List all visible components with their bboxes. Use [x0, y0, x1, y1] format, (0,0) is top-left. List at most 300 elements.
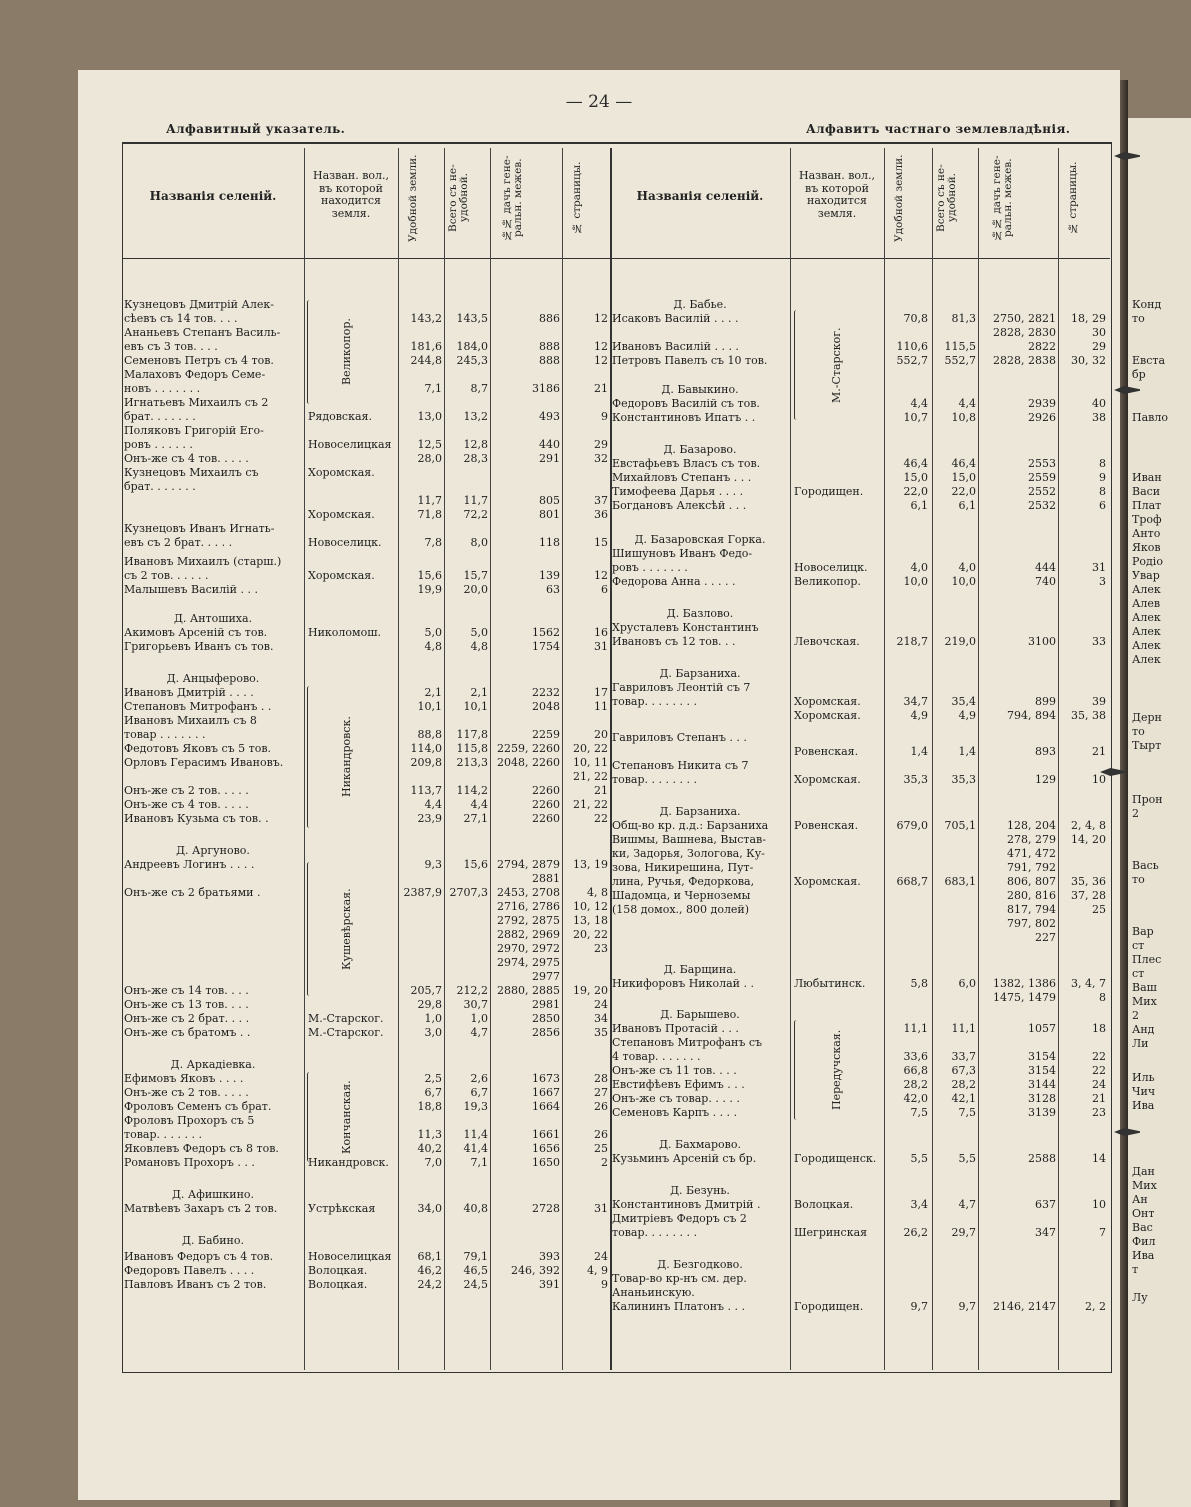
- dachi-cell: 806, 807: [1007, 875, 1056, 888]
- owner-name: Кузнецовъ Иванъ Игнать-: [124, 522, 275, 535]
- owner-name: съ 2 тов. . . . . .: [124, 569, 209, 582]
- dachi-cell: 3100: [1028, 635, 1056, 648]
- total-land-cell: 10,1: [463, 700, 488, 713]
- total-land-cell: 5,5: [958, 1152, 976, 1165]
- total-land-cell: 117,8: [456, 728, 488, 741]
- next-page-fragment: Родіо: [1132, 555, 1163, 568]
- total-land-cell: 184,0: [456, 340, 488, 353]
- volost-cell: Волоцкая.: [308, 1264, 368, 1277]
- page-cell: 18, 29: [1071, 312, 1106, 325]
- page-cell: 24: [594, 1250, 608, 1263]
- good-land-cell: 46,4: [903, 457, 928, 470]
- col-header-volost: Назван. вол., въ которой находится земля.: [312, 169, 390, 220]
- page-cell: 37, 28: [1071, 889, 1106, 902]
- owner-name: Фроловъ Семенъ съ брат.: [124, 1100, 272, 1113]
- dachi-cell: 1661: [532, 1128, 560, 1141]
- good-land-cell: 3,4: [910, 1198, 928, 1211]
- volost-cell: Никандровск.: [308, 1156, 389, 1169]
- village-heading: Д. Базлово.: [666, 607, 734, 620]
- page-cell: 24: [594, 998, 608, 1011]
- page-cell: 21: [1092, 745, 1106, 758]
- owner-name: товар. . . . . . . .: [612, 695, 697, 708]
- good-land-cell: 668,7: [896, 875, 928, 888]
- volost-cell: Ровенская.: [794, 819, 859, 832]
- total-land-cell: 4,7: [958, 1198, 976, 1211]
- dachi-cell: 3139: [1028, 1106, 1056, 1119]
- total-land-cell: 29,7: [951, 1226, 976, 1239]
- volost-cell: Великопор.: [794, 575, 861, 588]
- owner-name: Гавриловъ Степанъ . . .: [612, 731, 747, 744]
- owner-name: Онъ-же съ товар. . . . .: [612, 1092, 740, 1105]
- dachi-cell: 893: [1035, 745, 1056, 758]
- dachi-cell: 2882, 2969: [497, 928, 560, 941]
- good-land-cell: 15,0: [903, 471, 928, 484]
- next-page-strip: [1128, 118, 1191, 1507]
- volost-cell: Городищен.: [794, 1300, 864, 1313]
- next-page-fragment: Алек: [1132, 583, 1161, 596]
- owner-name: 4 товар. . . . . . .: [612, 1050, 701, 1063]
- owner-name: Ивановъ Федоръ съ 4 тов.: [124, 1250, 274, 1263]
- owner-name: Малышевъ Василій . . .: [124, 583, 258, 596]
- village-heading: Д. Базарово.: [663, 443, 737, 456]
- page-cell: 11: [594, 700, 608, 713]
- page-cell: 7: [1099, 1226, 1106, 1239]
- owner-name: Федорова Анна . . . . .: [612, 575, 736, 588]
- page-cell: 23: [1092, 1106, 1106, 1119]
- good-land-cell: 10,7: [903, 411, 928, 424]
- owner-name: Федоровъ Василій съ тов.: [612, 397, 760, 410]
- owner-name: сѣевъ съ 14 тов. . . .: [124, 312, 238, 325]
- good-land-cell: 1,4: [910, 745, 928, 758]
- page-cell: 13, 18: [573, 914, 608, 927]
- volost-cell: Волоцкая.: [308, 1278, 368, 1291]
- good-land-cell: 7,1: [424, 382, 442, 395]
- next-page-fragment: Мих: [1132, 1179, 1157, 1192]
- dachi-cell: 2970, 2972: [497, 942, 560, 955]
- owner-name: Хрусталевъ Константинъ: [612, 621, 759, 634]
- good-land-cell: 4,9: [910, 709, 928, 722]
- page-cell: 30, 32: [1071, 354, 1106, 367]
- total-land-cell: 28,3: [463, 452, 488, 465]
- good-land-cell: 9,3: [424, 858, 442, 871]
- vertical-volost-label: Кончанская.: [340, 1080, 353, 1154]
- col-header-dachi-right: №№ дачъ гене- ральн. межев.: [991, 155, 1015, 241]
- total-land-cell: 4,7: [470, 1026, 488, 1039]
- owner-name: Богдановъ Алексѣй . . .: [612, 499, 747, 512]
- owner-name: Онъ-же съ 13 тов. . . .: [124, 998, 249, 1011]
- page-cell: 8: [1099, 991, 1106, 1004]
- dachi-cell: 794, 894: [1007, 709, 1056, 722]
- vertical-volost-label: Кушевѣрская.: [340, 888, 353, 970]
- total-land-cell: 7,5: [958, 1106, 976, 1119]
- good-land-cell: 68,1: [417, 1250, 442, 1263]
- page-cell: 24: [1092, 1078, 1106, 1091]
- dachi-cell: 2828, 2830: [993, 326, 1056, 339]
- village-heading: Д. Аркадіевка.: [170, 1058, 256, 1071]
- good-land-cell: 23,9: [417, 812, 442, 825]
- dachi-cell: 817, 794: [1007, 903, 1056, 916]
- vertical-volost-label: М.-Старског.: [830, 327, 843, 403]
- header-divider: [122, 258, 1110, 259]
- dachi-cell: 2822: [1028, 340, 1056, 353]
- col-rule: [304, 148, 305, 1370]
- volost-cell: Рядовская.: [308, 410, 372, 423]
- next-page-fragment: Троф: [1132, 513, 1162, 526]
- total-land-cell: 13,2: [463, 410, 488, 423]
- page-cell: 28: [594, 1072, 608, 1085]
- next-page-fragment: Алек: [1132, 639, 1161, 652]
- next-page-fragment: Ива: [1132, 1249, 1155, 1262]
- col-header-names: Названія селеній.: [149, 189, 277, 203]
- owner-name: Степановъ Митрофанъ съ: [612, 1036, 763, 1049]
- dachi-cell: 440: [539, 438, 560, 451]
- owner-name: Ивановъ Кузьма съ тов. .: [124, 812, 269, 825]
- owner-name: новъ . . . . . . .: [124, 382, 201, 395]
- page-cell: 23: [594, 942, 608, 955]
- owner-name: Михайловъ Степанъ . . .: [612, 471, 752, 484]
- owner-name: Ананьинскую.: [612, 1286, 695, 1299]
- dachi-cell: 2048, 2260: [497, 756, 560, 769]
- page-cell: 35: [594, 1026, 608, 1039]
- total-land-cell: 2707,3: [449, 886, 488, 899]
- total-land-cell: 143,5: [456, 312, 488, 325]
- page-cell: 21, 22: [573, 798, 608, 811]
- total-land-cell: 30,7: [463, 998, 488, 1011]
- dachi-cell: 1673: [532, 1072, 560, 1085]
- total-land-cell: 6,7: [470, 1086, 488, 1099]
- owner-name: брат. . . . . . .: [124, 410, 196, 423]
- good-land-cell: 7,5: [910, 1106, 928, 1119]
- next-page-fragment: Дан: [1132, 1165, 1155, 1178]
- total-land-cell: 4,4: [470, 798, 488, 811]
- page-cell: 20, 22: [573, 928, 608, 941]
- total-land-cell: 11,7: [463, 494, 488, 507]
- good-land-cell: 10,1: [417, 700, 442, 713]
- total-land-cell: 15,7: [463, 569, 488, 582]
- page-cell: 12: [594, 312, 608, 325]
- volost-cell: Левочская.: [794, 635, 860, 648]
- next-page-fragment: 2: [1132, 807, 1139, 820]
- header-right: Алфавитъ частнаго землевладѣнія.: [806, 122, 1071, 136]
- dachi-cell: 2553: [1028, 457, 1056, 470]
- page-cell: 10, 11: [573, 756, 608, 769]
- good-land-cell: 4,4: [910, 397, 928, 410]
- dachi-cell: 1057: [1028, 1022, 1056, 1035]
- next-page-fragment: то: [1132, 725, 1145, 738]
- next-page-fragment: ст: [1132, 967, 1145, 980]
- dachi-cell: 444: [1035, 561, 1056, 574]
- page-cell: 3, 4, 7: [1071, 977, 1106, 990]
- total-land-cell: 114,2: [456, 784, 488, 797]
- total-land-cell: 10,8: [951, 411, 976, 424]
- good-land-cell: 11,7: [417, 494, 442, 507]
- page-cell: 20: [594, 728, 608, 741]
- owner-name: товар. . . . . . . .: [612, 1226, 697, 1239]
- header-left: Алфавитный указатель.: [166, 122, 346, 136]
- owner-name: Исаковъ Василій . . . .: [612, 312, 739, 325]
- owner-name: ровъ . . . . . .: [124, 438, 193, 451]
- dachi-cell: 888: [539, 354, 560, 367]
- owner-name: Никифоровъ Николай . .: [612, 977, 755, 990]
- total-land-cell: 4,0: [958, 561, 976, 574]
- dachi-cell: 1382, 1386: [993, 977, 1056, 990]
- dachi-cell: 2716, 2786: [497, 900, 560, 913]
- dachi-cell: 3154: [1028, 1064, 1056, 1077]
- owner-name: Кузнецовъ Дмитрій Алек-: [124, 298, 274, 311]
- col-header-dachi: №№ дачъ гене- ральн. межев.: [501, 155, 525, 241]
- next-page-fragment: Мих: [1132, 995, 1157, 1008]
- next-page-fragment: Плат: [1132, 499, 1162, 512]
- dachi-cell: 393: [539, 1250, 560, 1263]
- total-land-cell: 8,0: [470, 536, 488, 549]
- good-land-cell: 3,0: [424, 1026, 442, 1039]
- total-land-cell: 28,2: [951, 1078, 976, 1091]
- good-land-cell: 2387,9: [403, 886, 442, 899]
- next-page-fragment: Вась: [1132, 859, 1159, 872]
- brace: [307, 686, 312, 828]
- owner-name: Игнатьевъ Михаилъ съ 2: [124, 396, 269, 409]
- good-land-cell: 24,2: [417, 1278, 442, 1291]
- good-land-cell: 6,1: [910, 499, 928, 512]
- total-land-cell: 213,3: [456, 756, 488, 769]
- good-land-cell: 5,8: [910, 977, 928, 990]
- dachi-cell: 471, 472: [1007, 847, 1056, 860]
- col-header-total: Всего съ не- удобной.: [447, 164, 471, 232]
- total-land-cell: 8,7: [470, 382, 488, 395]
- page-cell: 20, 22: [573, 742, 608, 755]
- owner-name: зова, Никирешина, Пут-: [612, 861, 754, 874]
- good-land-cell: 113,7: [410, 784, 442, 797]
- page-cell: 30: [1092, 326, 1106, 339]
- col-rule: [562, 148, 563, 1370]
- owner-name: Кузьминъ Арсеній съ бр.: [612, 1152, 757, 1165]
- owner-name: евъ съ 3 тов. . . .: [124, 340, 218, 353]
- total-land-cell: 81,3: [951, 312, 976, 325]
- village-heading: Д. Аргуново.: [176, 844, 250, 857]
- good-land-cell: 10,0: [903, 575, 928, 588]
- page-cell: 21, 22: [573, 770, 608, 783]
- total-land-cell: 27,1: [463, 812, 488, 825]
- good-land-cell: 71,8: [417, 508, 442, 521]
- next-page-fragment: Вас: [1132, 1221, 1153, 1234]
- owner-name: Фроловъ Прохоръ съ 5: [124, 1114, 255, 1127]
- dachi-cell: 1656: [532, 1142, 560, 1155]
- village-heading: Д. Бабье.: [673, 298, 727, 311]
- good-land-cell: 88,8: [417, 728, 442, 741]
- col-rule: [932, 148, 933, 1370]
- col-rule: [1058, 148, 1059, 1370]
- dachi-cell: 1562: [532, 626, 560, 639]
- page-cell: 31: [594, 640, 608, 653]
- dachi-cell: 280, 816: [1007, 889, 1056, 902]
- volost-cell: Хоромская.: [794, 695, 861, 708]
- next-page-fragment: Алек: [1132, 611, 1161, 624]
- good-land-cell: 9,7: [910, 1300, 928, 1313]
- owner-name: Матвѣевъ Захаръ съ 2 тов.: [124, 1202, 278, 1215]
- page-cell: 16: [594, 626, 608, 639]
- dachi-cell: 2880, 2885: [497, 984, 560, 997]
- vertical-volost-label: Великопор.: [340, 318, 353, 386]
- total-land-cell: 19,3: [463, 1100, 488, 1113]
- good-land-cell: 181,6: [410, 340, 442, 353]
- volost-cell: Хоромская.: [794, 709, 861, 722]
- owner-name: Петровъ Павелъ съ 10 тов.: [612, 354, 768, 367]
- dachi-cell: 805: [539, 494, 560, 507]
- page-cell: 26: [594, 1100, 608, 1113]
- owner-name: Онъ-же съ 14 тов. . . .: [124, 984, 249, 997]
- dachi-cell: 2259, 2260: [497, 742, 560, 755]
- page-cell: 29: [1092, 340, 1106, 353]
- total-land-cell: 6,1: [958, 499, 976, 512]
- total-land-cell: 2,6: [470, 1072, 488, 1085]
- page-cell: 33: [1092, 635, 1106, 648]
- total-land-cell: 46,5: [463, 1264, 488, 1277]
- total-land-cell: 683,1: [944, 875, 976, 888]
- good-land-cell: 2,5: [424, 1072, 442, 1085]
- page-cell: 29: [594, 438, 608, 451]
- owner-name: Гавриловъ Леонтій съ 7: [612, 681, 751, 694]
- total-land-cell: 1,0: [470, 1012, 488, 1025]
- good-land-cell: 205,7: [410, 984, 442, 997]
- page-cell: 18: [1092, 1022, 1106, 1035]
- next-page-fragment: Вар: [1132, 925, 1154, 938]
- owner-name: Ивановъ Василій . . . .: [612, 340, 739, 353]
- good-land-cell: 4,4: [424, 798, 442, 811]
- page-cell: 12: [594, 569, 608, 582]
- dachi-cell: 2232: [532, 686, 560, 699]
- next-page-fragment: Павлo: [1132, 411, 1168, 424]
- village-heading: Д. Безунь.: [670, 1184, 730, 1197]
- next-page-fragment: Иван: [1132, 471, 1162, 484]
- dachi-cell: 2552: [1028, 485, 1056, 498]
- col-rule: [444, 148, 445, 1370]
- page-cell: 9: [1099, 471, 1106, 484]
- page-cell: 12: [594, 340, 608, 353]
- dachi-cell: 2532: [1028, 499, 1056, 512]
- total-land-cell: 9,7: [958, 1300, 976, 1313]
- total-land-cell: 705,1: [944, 819, 976, 832]
- total-land-cell: 6,0: [958, 977, 976, 990]
- good-land-cell: 18,8: [417, 1100, 442, 1113]
- total-land-cell: 46,4: [951, 457, 976, 470]
- total-land-cell: 11,1: [951, 1022, 976, 1035]
- total-land-cell: 4,8: [470, 640, 488, 653]
- owner-name: Степановъ Никита съ 7: [612, 759, 749, 772]
- next-page-fragment: Фил: [1132, 1235, 1156, 1248]
- vertical-volost-label: Передучская.: [830, 1029, 843, 1111]
- good-land-cell: 4,0: [910, 561, 928, 574]
- col-rule: [490, 148, 491, 1370]
- dachi-cell: 2146, 2147: [993, 1300, 1056, 1313]
- owner-name: Константиновъ Ипатъ . .: [612, 411, 756, 424]
- owner-name: Степановъ Митрофанъ . .: [124, 700, 272, 713]
- total-land-cell: 219,0: [944, 635, 976, 648]
- page-cell: 39: [1092, 695, 1106, 708]
- good-land-cell: 28,0: [417, 452, 442, 465]
- page-cell: 14: [1092, 1152, 1106, 1165]
- dachi-cell: 1754: [532, 640, 560, 653]
- dachi-cell: 801: [539, 508, 560, 521]
- next-page-fragment: Лу: [1132, 1291, 1148, 1304]
- dachi-cell: 791, 792: [1007, 861, 1056, 874]
- good-land-cell: 66,8: [903, 1064, 928, 1077]
- owner-name: товар . . . . . . .: [124, 728, 206, 741]
- owner-name: Онъ-же съ 2 братьями .: [124, 886, 261, 899]
- good-land-cell: 15,6: [417, 569, 442, 582]
- good-land-cell: 12,5: [417, 438, 442, 451]
- dachi-cell: 2260: [532, 798, 560, 811]
- next-page-fragment: Васи: [1132, 485, 1161, 498]
- dachi-cell: 2559: [1028, 471, 1056, 484]
- volost-cell: Хоромская.: [794, 773, 861, 786]
- next-page-fragment: Прон: [1132, 793, 1163, 806]
- page-cell: 26: [594, 1128, 608, 1141]
- next-page-fragment: Ан: [1132, 1193, 1148, 1206]
- brace: [307, 862, 312, 996]
- good-land-cell: 11,1: [903, 1022, 928, 1035]
- good-land-cell: 70,8: [903, 312, 928, 325]
- village-heading: Д. Барышево.: [660, 1008, 740, 1021]
- next-page-fragment: Евста: [1132, 354, 1166, 367]
- good-land-cell: 46,2: [417, 1264, 442, 1277]
- dachi-cell: 278, 279: [1007, 833, 1056, 846]
- page-cell: 4, 8: [587, 886, 608, 899]
- total-land-cell: 35,4: [951, 695, 976, 708]
- page-cell: 10, 12: [573, 900, 608, 913]
- total-land-cell: 15,0: [951, 471, 976, 484]
- next-page-fragment: т: [1132, 1263, 1139, 1276]
- good-land-cell: 7,0: [424, 1156, 442, 1169]
- col-rule: [884, 148, 885, 1370]
- dachi-cell: 2974, 2975: [497, 956, 560, 969]
- good-land-cell: 13,0: [417, 410, 442, 423]
- volost-cell: Городищен.: [794, 485, 864, 498]
- next-page-fragment: Иль: [1132, 1071, 1155, 1084]
- dachi-cell: 246, 392: [511, 1264, 560, 1277]
- dachi-cell: 139: [539, 569, 560, 582]
- total-land-cell: 245,3: [456, 354, 488, 367]
- good-land-cell: 143,2: [410, 312, 442, 325]
- dachi-cell: 1664: [532, 1100, 560, 1113]
- dachi-cell: 391: [539, 1278, 560, 1291]
- dachi-cell: 3154: [1028, 1050, 1056, 1063]
- dachi-cell: 2792, 2875: [497, 914, 560, 927]
- owner-name: Товар-во кр-нъ см. дер.: [612, 1272, 747, 1285]
- next-page-fragment: бр: [1132, 368, 1146, 381]
- good-land-cell: 5,0: [424, 626, 442, 639]
- good-land-cell: 244,8: [410, 354, 442, 367]
- good-land-cell: 4,8: [424, 640, 442, 653]
- owner-name: Акимовъ Арсеній съ тов.: [124, 626, 268, 639]
- village-heading: Д. Барзаниха.: [659, 805, 741, 818]
- page-cell: 15: [594, 536, 608, 549]
- owner-name: Ивановъ Протасій . . .: [612, 1022, 739, 1035]
- page-cell: 9: [601, 410, 608, 423]
- dachi-cell: 3144: [1028, 1078, 1056, 1091]
- dachi-cell: 886: [539, 312, 560, 325]
- page-number: — 24 —: [565, 92, 633, 112]
- good-land-cell: 552,7: [896, 354, 928, 367]
- page-cell: 2, 2: [1085, 1300, 1106, 1313]
- volost-cell: Волоцкая.: [794, 1198, 854, 1211]
- village-heading: Д. Бавыкино.: [661, 383, 739, 396]
- owner-name: Шадомца, и Черноземы: [612, 889, 751, 902]
- page-cell: 17: [594, 686, 608, 699]
- dachi-cell: 797, 802: [1007, 917, 1056, 930]
- owner-name: лина, Ручья, Федоркова,: [612, 875, 755, 888]
- volost-cell: Любытинск.: [794, 977, 866, 990]
- village-heading: Д. Антошиха.: [173, 612, 253, 625]
